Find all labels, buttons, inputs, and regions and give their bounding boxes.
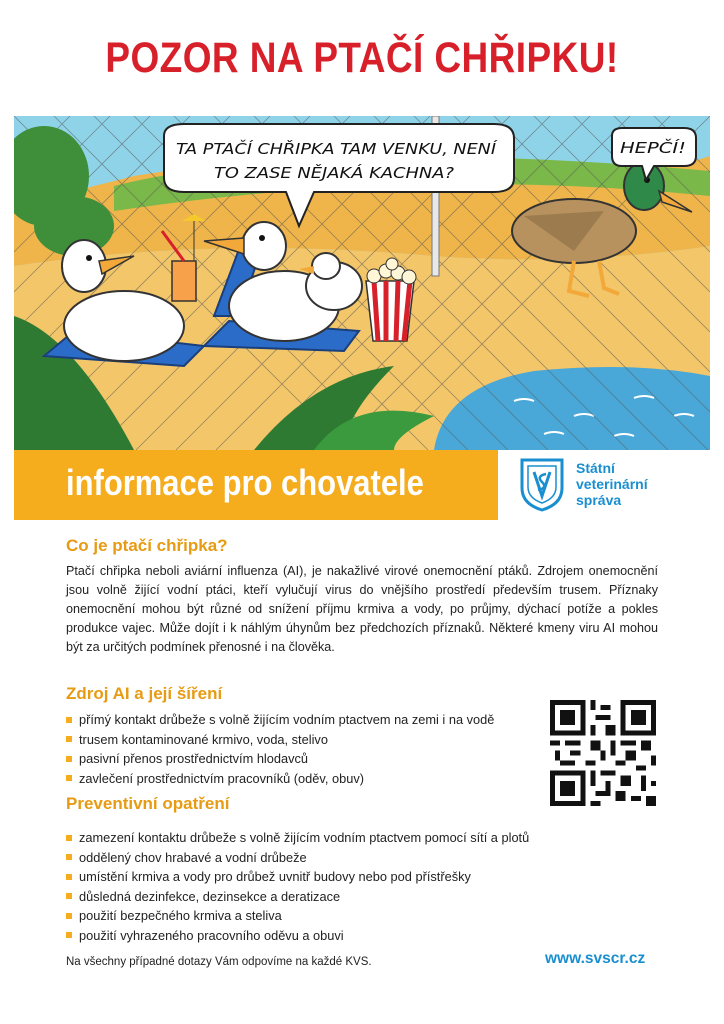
bullet-icon [66, 874, 72, 880]
content-area [66, 536, 666, 943]
list-item: zamezení kontaktu drůbeže s volně žijícím vodním ptactvem pomocí sítí a plotů [66, 828, 529, 848]
section1-text: Ptačí chřipka neboli aviární influenza (AI), je nakažlivé virové onemocnění ptáků. Zdrojem onemocnění jsou volně žijící vodní ptáci, kteří vylučují virus do vnějšího prostředí především trusem. Příznaky onemocnění mohou být různé od snížení příjmu krmiva a vody, po průjmy, dýchací potíže a pokles produkce vajec. Může dojít i k náhlým úhynům bez předchozích příznaků. Některé kmeny viru AI mohou být za určitých podmínek přenosné i na člověka. [66, 564, 658, 654]
cartoon-scene [14, 116, 710, 450]
band-orange-bar [14, 450, 498, 520]
list-item: oddělený chov hrabavé a vodní drůbeže [66, 848, 529, 868]
speech-duck-text: HEPČÍ! [620, 139, 671, 157]
footer-note: Na všechny případné dotazy Vám odpovíme na každé KVS. [66, 956, 372, 968]
bullet-icon [66, 932, 72, 938]
list-item: přímý kontakt drůbeže s volně žijícím vodním ptactvem na zemi i na vodě [66, 710, 494, 730]
section3-list [66, 828, 529, 945]
list-item: pasivní přenos prostřednictvím hlodavců [66, 749, 494, 769]
logo-line2: veterinární [576, 476, 648, 492]
list-item: umístění krmiva a vody pro drůbež uvnitř budovy nebo pod přístřešky [66, 867, 529, 887]
popcorn-box [366, 258, 416, 341]
logo-line3: správa [576, 492, 622, 508]
bullet-icon [66, 717, 72, 723]
svs-shield-icon [520, 458, 564, 512]
section2-list [66, 710, 494, 788]
svs-logo-text [576, 460, 648, 508]
list-item: použití bezpečného krmiva a steliva [66, 906, 529, 926]
section1-heading: Co je ptačí chřipka? [66, 536, 228, 555]
bullet-icon [66, 913, 72, 919]
cartoon-illustration [14, 116, 710, 450]
section2-heading: Zdroj AI a její šíření [66, 684, 223, 703]
speech-main-line1: TA PTAČÍ CHŘIPKA TAM VENKU, NENÍ [176, 140, 450, 158]
band-heading: informace pro chovatele [66, 462, 424, 503]
bullet-icon [66, 893, 72, 899]
list-item: důsledná dezinfekce, dezinsekce a deratizace [66, 887, 529, 907]
speech-main-line2: TO ZASE NĚJAKÁ KACHNA? [214, 164, 416, 182]
qr-code[interactable] [550, 700, 656, 806]
website-link[interactable]: www.svscr.cz [545, 950, 646, 967]
bullet-icon [66, 736, 72, 742]
list-item: použití vyhrazeného pracovního oděvu a obuvi [66, 926, 529, 946]
logo-line1: Státní [576, 460, 615, 476]
list-item: trusem kontaminované krmivo, voda, stelivo [66, 730, 494, 750]
page-title: POZOR NA PTAČÍ CHŘIPKU! [105, 34, 619, 82]
bullet-icon [66, 775, 72, 781]
bullet-icon [66, 756, 72, 762]
bullet-icon [66, 835, 72, 841]
section3-heading: Preventivní opatření [66, 794, 230, 813]
list-item: zavlečení prostřednictvím pracovníků (oděv, obuv) [66, 769, 494, 789]
info-band [14, 450, 710, 520]
bullet-icon [66, 854, 72, 860]
